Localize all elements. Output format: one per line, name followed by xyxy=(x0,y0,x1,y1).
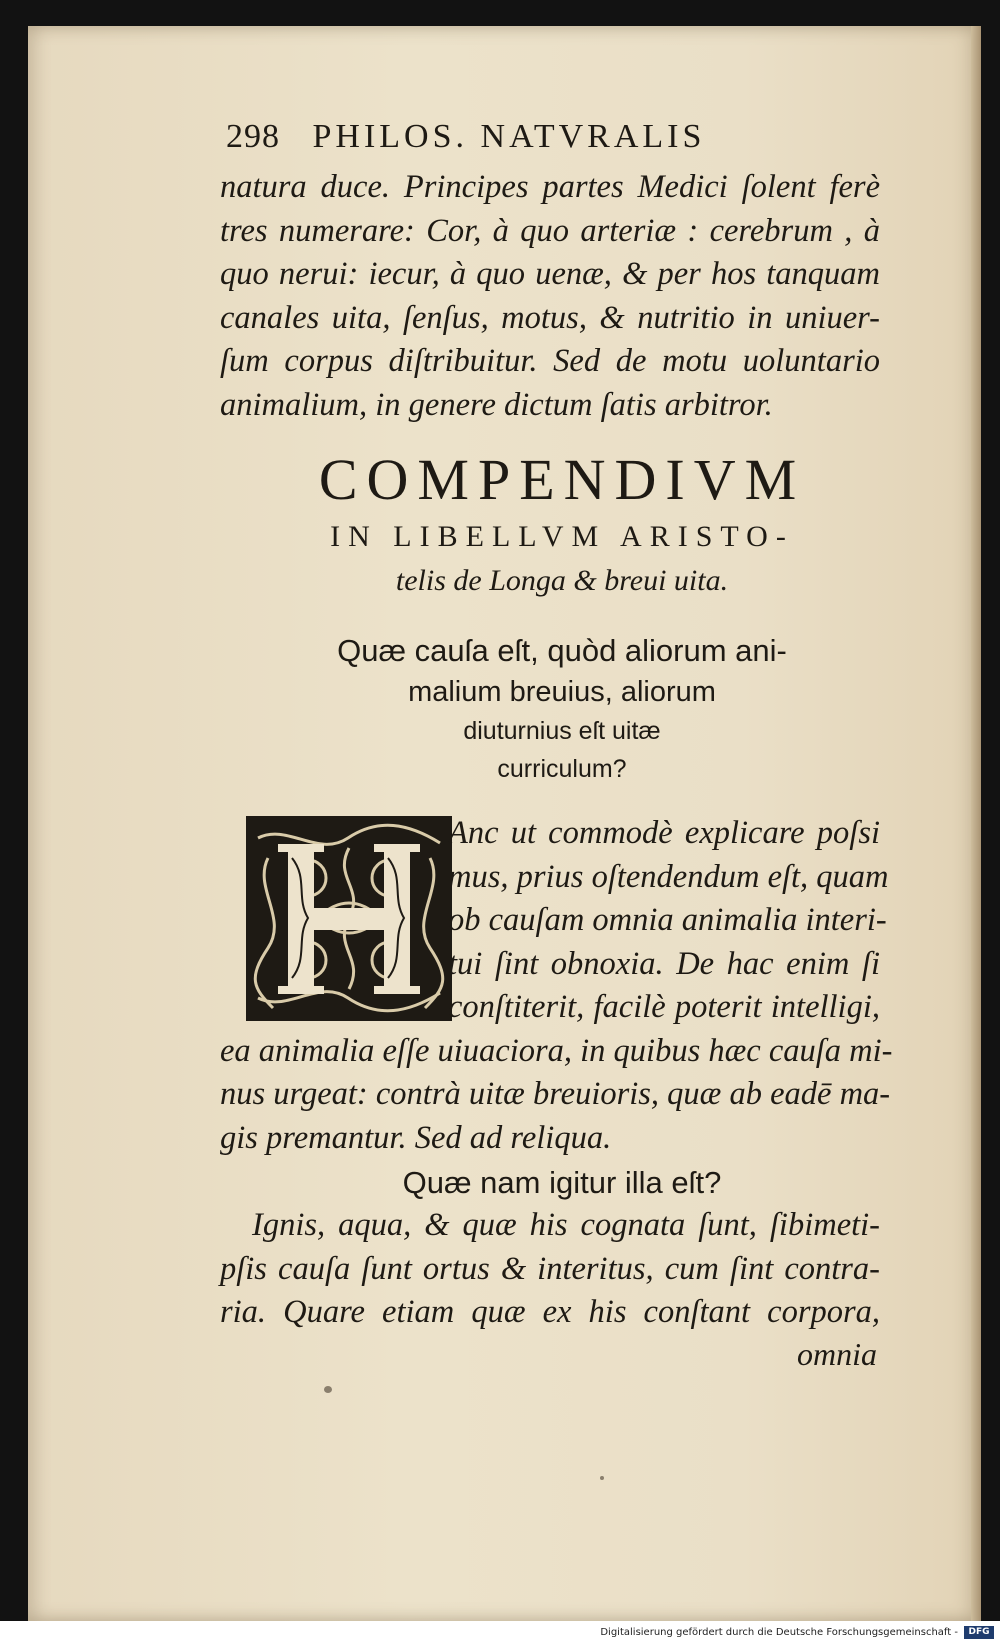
text-line: tui ſint obnoxia. De hac enim ſi xyxy=(448,945,880,982)
top-paragraph xyxy=(220,166,880,427)
text-line: ſum corpus diſtribuitur. Sed de motu uoluntario xyxy=(220,343,880,379)
catchword: omnia xyxy=(797,1336,877,1372)
section-subtitle-2: telis de Longa & breui uita. xyxy=(395,564,729,597)
text-line: quo nerui: iecur, à quo uenæ, & per hos tanquam xyxy=(220,256,880,292)
page-number: 298 xyxy=(226,118,280,155)
text-line: canales uita, ſenſus, motus, & nutritio in uniuer- xyxy=(220,299,880,336)
text-line: animalium, in genere dictum ſatis arbitror. xyxy=(220,386,773,423)
question-heading xyxy=(242,630,882,788)
initial-letter: H xyxy=(348,936,350,937)
text-line: Anc ut commodè explicare poſsi xyxy=(448,815,880,851)
dfg-logo: DFG xyxy=(964,1626,994,1639)
running-title: PHILOS. NATVRALIS xyxy=(312,118,706,155)
question-line: Quæ cauſa eſt, quòd aliorum ani- xyxy=(337,633,787,668)
text-line: nus urgeat: contrà uitæ breuioris, quæ ab eadē ma- xyxy=(220,1076,891,1112)
text-line: mus, prius oſtendendum eſt, quam xyxy=(448,858,889,895)
section-title: COMPENDIVM xyxy=(318,447,806,512)
book-page xyxy=(28,26,981,1621)
page-edge xyxy=(971,26,981,1621)
text-line: ea animalia eſſe uiuaciora, in quibus hæc cauſa mi- xyxy=(220,1032,893,1069)
text-line: conſtiterit, facilè poterit intelligi, xyxy=(448,989,880,1025)
question-line: malium breuius, aliorum xyxy=(408,676,716,708)
ink-spot xyxy=(600,1476,604,1480)
text-line: gis premantur. Sed ad reliqua. xyxy=(220,1119,612,1156)
text-line: pſis cauſa ſunt ortus & interitus, cum ſint contra- xyxy=(220,1250,880,1287)
body-paragraph xyxy=(220,812,893,1160)
text-line: Ignis, aqua, & quæ his cognata ſunt, ſibimeti- xyxy=(252,1207,880,1243)
question-line: diuturnius eſt uitæ xyxy=(463,717,661,745)
final-paragraph xyxy=(220,1204,880,1335)
question-heading-2: Quæ nam igitur illa eſt? xyxy=(402,1165,722,1200)
section-subtitle: IN LIBELLVM ARISTO- xyxy=(330,520,794,553)
text-line: tres numerare: Cor, à quo arteriæ : cerebrum , à xyxy=(220,212,880,249)
text-line: natura duce. Principes partes Medici ſolent ferè xyxy=(220,169,880,205)
text-line: ria. Quare etiam quæ ex his conſtant corpora, xyxy=(220,1294,880,1330)
text-line: ob cauſam omnia animalia interi- xyxy=(448,902,887,938)
question-line: curriculum? xyxy=(497,755,627,783)
footer-credit: Digitalisierung gefördert durch die Deutsche Forschungsgemeinschaft - xyxy=(600,1627,958,1638)
running-header xyxy=(226,118,806,166)
ink-spot xyxy=(324,1386,332,1393)
